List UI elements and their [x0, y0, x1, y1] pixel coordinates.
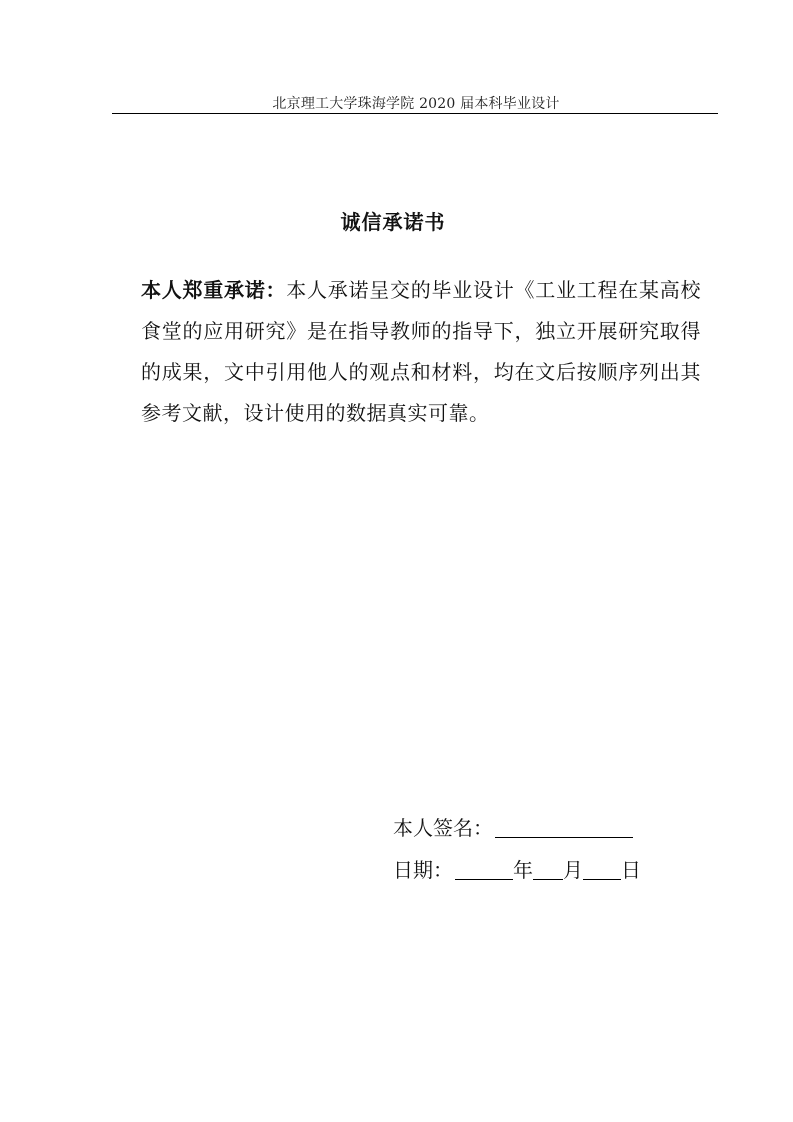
day-blank — [583, 859, 621, 880]
year-label: 年 — [513, 858, 533, 882]
page-header: 北京理工大学珠海学院 2020 届本科毕业设计 — [272, 96, 560, 112]
header-divider — [112, 113, 718, 114]
pledge-lead: 本人郑重承诺： — [141, 278, 287, 302]
pledge-paragraph — [141, 270, 701, 434]
document-title: 诚信承诺书 — [340, 210, 446, 234]
day-label: 日 — [621, 858, 641, 882]
month-blank — [533, 859, 563, 880]
pledge-text: 本人承诺呈交的毕业设计《工业工程在某高校食堂的应用研究》是在指导教师的指导下，独立开展研究取得的成果，文中引用他人的观点和材料，均在文后按顺序列出其参考文献，设计使用的数据真实可靠。 — [141, 278, 701, 425]
signature-label: 本人签名： — [393, 816, 493, 840]
month-label: 月 — [563, 858, 583, 882]
date-row — [393, 854, 641, 883]
signature-blank — [495, 817, 633, 838]
year-blank — [455, 859, 513, 880]
date-label: 日期： — [393, 858, 453, 882]
signature-row — [393, 812, 633, 841]
